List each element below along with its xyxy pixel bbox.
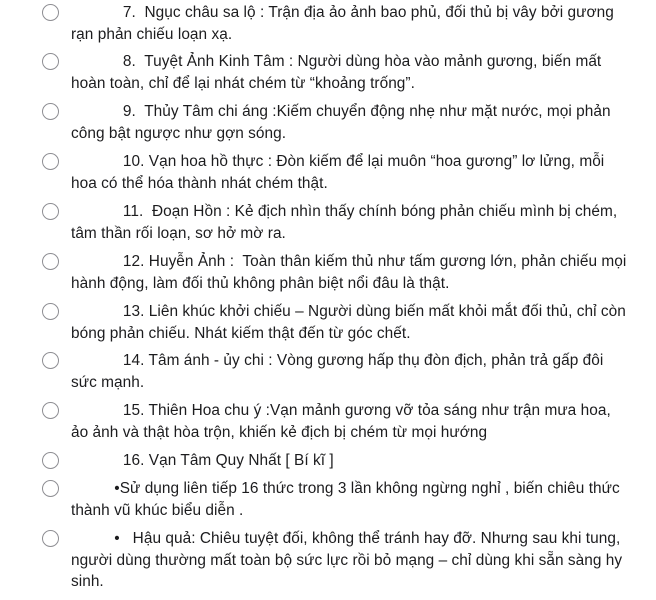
item-text[interactable]: 12. Huyễn Ảnh : Toàn thân kiếm thủ như tấm gương lớn, phản chiếu mọi hành động, làm đối thủ không phân biệt nổi đâu là thật. bbox=[71, 253, 631, 292]
checkbox-circle[interactable] bbox=[42, 253, 59, 270]
checkbox-circle[interactable] bbox=[42, 103, 59, 120]
checkbox-circle[interactable] bbox=[42, 402, 59, 419]
item-text[interactable]: 9. Thủy Tâm chi áng :Kiếm chuyển động nhẹ như mặt nước, mọi phản công bật ngược như gợn sóng. bbox=[71, 103, 615, 142]
item-text[interactable]: 7. Ngục châu sa lộ : Trận địa ảo ảnh bao phủ, đối thủ bị vây bởi gương rạn phản chiếu loạn xạ. bbox=[71, 4, 619, 43]
checkbox-circle[interactable] bbox=[42, 480, 59, 497]
item-text[interactable]: 13. Liên khúc khởi chiếu – Người dùng biến mất khỏi mắt đối thủ, chỉ còn bóng phản chiếu. Nhát kiếm thật đến từ góc chết. bbox=[71, 303, 631, 342]
item-text[interactable]: 11. Đoạn Hồn : Kẻ địch nhìn thấy chính bóng phản chiếu mình bị chém, tâm thần rối loạn, sơ hở mờ ra. bbox=[71, 203, 622, 242]
item-text[interactable]: 10. Vạn hoa hồ thực : Đòn kiếm để lại muôn “hoa gương” lơ lửng, mỗi hoa có thể hóa thành nhát chém thật. bbox=[71, 153, 609, 192]
checkbox-circle[interactable] bbox=[42, 352, 59, 369]
item-text[interactable]: • Hậu quả: Chiêu tuyệt đối, không thể tránh hay đỡ. Nhưng sau khi tung, người dùng thường mất toàn bộ sức lực rồi bỏ mạng – chỉ dùng khi sẵn sàng hy sinh. bbox=[71, 530, 627, 590]
checkbox-circle[interactable] bbox=[42, 53, 59, 70]
checkbox-circle[interactable] bbox=[42, 4, 59, 21]
item-text[interactable]: •Sử dụng liên tiếp 16 thức trong 3 lần không ngừng nghỉ , biến chiêu thức thành vũ khúc biểu diễn . bbox=[71, 480, 625, 519]
checkbox-circle[interactable] bbox=[42, 203, 59, 220]
item-text[interactable]: 15. Thiên Hoa chu ý :Vạn mảnh gương vỡ tỏa sáng như trận mưa hoa, ảo ảnh và thật hòa trộn, khiến kẻ địch bị chém từ mọi hướng bbox=[71, 402, 616, 441]
item-text[interactable]: 16. Vạn Tâm Quy Nhất [ Bí kĩ ] bbox=[71, 452, 334, 469]
item-text[interactable]: 8. Tuyệt Ảnh Kinh Tâm : Người dùng hòa vào mảnh gương, biến mất hoàn toàn, chỉ để lại nhát chém từ “khoảng trống”. bbox=[71, 53, 606, 92]
checkbox-circle[interactable] bbox=[42, 530, 59, 547]
checkbox-circle[interactable] bbox=[42, 452, 59, 469]
checkbox-circle[interactable] bbox=[42, 153, 59, 170]
item-text[interactable]: 14. Tâm ánh - ủy chi : Vòng gương hấp thụ đòn địch, phản trả gấp đôi sức mạnh. bbox=[71, 352, 608, 391]
checkbox-circle[interactable] bbox=[42, 303, 59, 320]
